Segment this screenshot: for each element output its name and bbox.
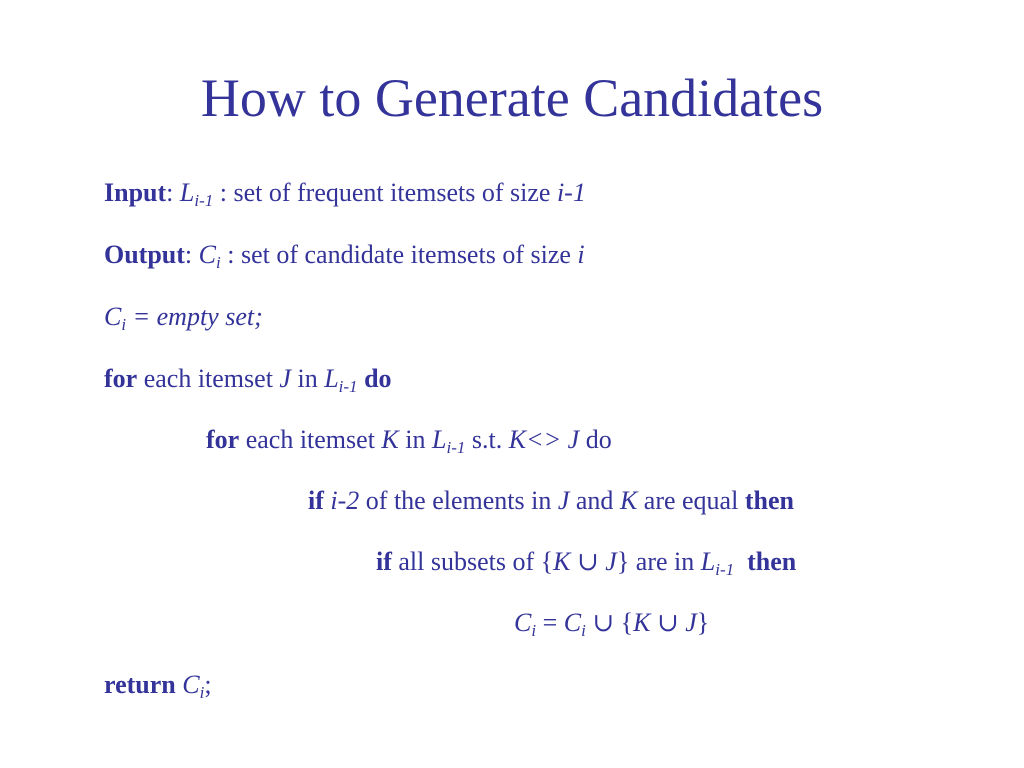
if-subsets-var-k: K	[553, 547, 571, 576]
assign-var-j: J	[685, 608, 697, 637]
inner-for-keyword: for	[206, 425, 240, 454]
return-keyword: return	[104, 670, 176, 699]
if-subsets-var-j: J	[605, 547, 617, 576]
assign-lhs-var: C	[514, 608, 532, 637]
inner-for-do: do	[579, 425, 612, 454]
output-keyword: Output	[104, 240, 185, 269]
if-equal-line	[308, 484, 794, 518]
return-variable: C	[182, 670, 200, 699]
if-equal-text: of the elements in	[359, 486, 558, 515]
input-line	[104, 176, 586, 210]
return-subscript: i	[199, 683, 205, 702]
assign-var-k: K	[633, 608, 651, 637]
inner-for-set-var: L	[432, 425, 447, 454]
input-size: i-1	[556, 178, 586, 207]
if-equal-keyword: if	[308, 486, 324, 515]
if-subsets-set-var: L	[700, 547, 716, 576]
if-subsets-line	[376, 545, 796, 579]
outer-for-in: in	[290, 364, 325, 393]
outer-for-text: each itemset	[137, 364, 280, 393]
input-variable: L	[179, 178, 195, 207]
output-subscript: i	[216, 253, 221, 272]
outer-for-keyword: for	[104, 364, 138, 393]
init-line	[104, 300, 263, 334]
outer-for-do-keyword: do	[364, 364, 392, 393]
if-subsets-space	[734, 547, 747, 576]
output-line	[104, 238, 585, 272]
if-subsets-text2: } are in	[616, 547, 701, 576]
outer-for-line	[104, 362, 392, 396]
if-subsets-keyword: if	[376, 547, 392, 576]
assign-equals: =	[536, 608, 564, 637]
if-equal-var-k: K	[619, 486, 638, 515]
if-subsets-subscript: i-1	[715, 560, 735, 579]
inner-for-line	[206, 423, 612, 457]
init-expression: = empty set;	[126, 302, 263, 331]
output-description: : set of candidate itemsets of size	[220, 240, 578, 269]
return-semicolon: ;	[204, 670, 212, 699]
output-variable: C	[198, 240, 216, 269]
input-colon: :	[166, 178, 180, 207]
if-equal-var-j: J	[557, 486, 570, 515]
init-variable: C	[104, 302, 122, 331]
if-subsets-union: ∪	[570, 547, 606, 576]
outer-for-subscript: i-1	[338, 377, 358, 396]
output-size: i	[577, 240, 585, 269]
init-subscript: i	[121, 315, 127, 334]
inner-for-itemset-var: K	[381, 425, 399, 454]
assign-close-brace: }	[696, 608, 710, 637]
inner-for-text: each itemset	[239, 425, 382, 454]
outer-for-set-var: L	[324, 364, 339, 393]
if-equal-count: i-2	[330, 486, 360, 515]
assign-line	[514, 606, 709, 640]
inner-for-condition: K<> J	[508, 425, 580, 454]
if-subsets-text: all subsets of {	[391, 547, 554, 576]
output-colon: :	[184, 240, 199, 269]
return-line	[104, 668, 212, 702]
input-keyword: Input	[104, 178, 167, 207]
if-equal-then-keyword: then	[744, 486, 794, 515]
inner-for-in: in	[398, 425, 432, 454]
assign-union-open: ∪ {	[585, 608, 634, 637]
if-equal-and: and	[569, 486, 620, 515]
assign-union: ∪	[650, 608, 686, 637]
if-subsets-then-keyword: then	[747, 547, 797, 576]
assign-rhs-subscript: i	[581, 621, 586, 640]
slide-title: How to Generate Candidates	[200, 68, 824, 128]
outer-for-itemset-var: J	[279, 364, 291, 393]
assign-rhs-var: C	[563, 608, 582, 637]
input-description: : set of frequent itemsets of size	[213, 178, 557, 207]
if-equal-text2: are equal	[637, 486, 745, 515]
inner-for-subscript: i-1	[446, 438, 466, 457]
inner-for-st: s.t.	[465, 425, 509, 454]
input-subscript: i-1	[194, 191, 214, 210]
assign-lhs-subscript: i	[531, 621, 537, 640]
